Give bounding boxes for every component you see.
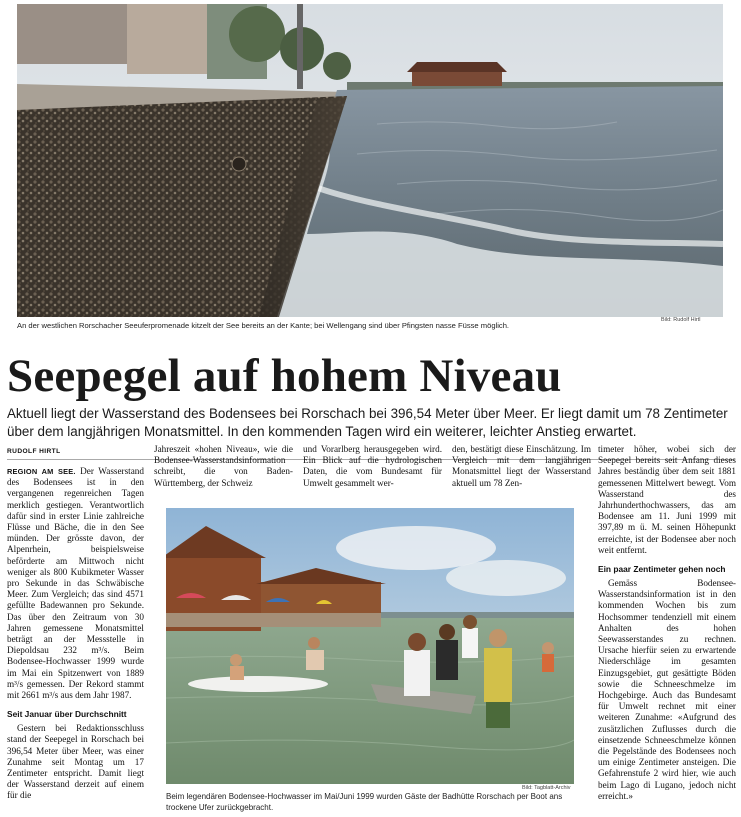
body-paragraph [7,466,144,701]
body-paragraph: Gemäss Bodensee-Wasserstandsinformation ist in den kommenden Wochen bis zum Hochsommer tendenziell mit einem Anhalten des hohen Seewasserstandes zu rechnen. Ursache hierfür seien zu erwartende Niederschläge im gesamten Einzugsgebiet, gut gesättigte Böden sowie die Schneeschmelze im Hochgebirge. Auch das Bundesamt für Umwelt rechnet mit einer weiteren Zunahme: «Aufgrund des zusätzlichen Zuflusses durch die einsetzende Schneeschmelze können die Pegelstände des Bodensees noch um einige Zentimeter ansteigen. Die Gefahrenstufe 2 wird hier, wie auch beim Lago di Lugano, jedoch nicht erreicht.» [598,578,736,801]
subheading: Ein paar Zentimeter gehen noch [598,564,726,575]
body-paragraph: Jahreszeit «hohen Niveau», wie die Bodensee-Wasserstandsinformation schreibt, die von Baden-Württemberg, der Schweiz [154,444,293,488]
author-byline: RUDOLF HIRTL [7,448,61,455]
lead-paragraph: Aktuell liegt der Wasserstand des Bodensees bei Rorschach bei 396,54 Meter über Meer. Er liegt damit um 78 Zentimeter über dem langjährigen Monatsmittel. In den kommenden Tagen wird ein weiterer, leichter Anstieg erwartet. [7,406,728,439]
headline: Seepegel auf hohem Niveau [7,350,562,402]
photo-caption: Beim legendären Bodensee-Hochwasser im Mai/Juni 1999 wurden Gäste der Badhütte Rorschach per Boot ans trockene Ufer zurückgebracht. [166,792,563,812]
lake-promenade-photo [17,4,723,317]
article-column-4 [452,444,591,489]
body-paragraph: den, bestätigt diese Einschätzung. Im Vergleich mit dem langjährigen Monatsmittel liegt der Wasserstand aktuell um 78 Zen- [452,444,591,488]
article-column-5 [598,444,736,802]
body-paragraph: und Vorarlberg herausgegeben wird. Ein Blick auf die hydrologischen Daten, die vom Bundesamt für Umwelt gesammelt wer- [303,444,442,488]
body-paragraph: timeter höher, wobei sich der Seepegel bereits seit Anfang dieses Jahres beständig über dem seit 1881 gemessenen Mittelwert bewegt. Vom Wasserstand des Jahrhunderthochwassers, das am Bodensee am 11. Juni 1999 mit 397,89 m ü. M. seinen Höhepunkt erreichte, ist der Bodensee aber noch weit entfernt. [598,444,736,555]
photo-caption: An der westlichen Rorschacher Seeuferpromenade kitzelt der See bereits an der Kante; bei Wellengang sind über Pfingsten nasse Füsse möglich. [17,321,510,330]
photo-credit: Bild: Tagblatt-Archiv [522,785,571,791]
article-column-2 [154,444,293,489]
dateline: REGION AM SEE. [7,467,76,476]
subheading: Seit Januar über Durchschnitt [7,709,127,720]
body-text: Der Wasserstand des Bodensees ist in den vergangenen regenreichen Tagen merklich gestiegen. Verantwortlich dafür sind in erster Linie zahlreiche Flüsse und Bäche, die in den See münden. Der grösste davon, der Alpenrhein, beispielsweise beförderte am Mittwoch nicht weniger als 800 Kubikmeter Wasser pro Sekunde in das Schwäbische Meer. Zum Vergleich; das sind 4571 gefüllte Badewannen pro Sekunde. Das über den Zeitraum von 30 Jahren gemessene Monatsmittel beträgt an der Messstelle in Diepoldsau 232 m³/s. Beim Bodensee-Hochwasser 1999 wurde im Mai ein Spitzenwert von 1889 m³/s gemessen. Der Rekord stammt mit 2661 m³/s aus dem Jahr 1987. [7,466,144,701]
body-paragraph: Gestern bei Redaktionsschluss stand der Seepegel in Rorschach bei 396,54 Meter über Meer, was einer Zunahme seit Montag um 17 Zentimeter entspricht. Damit liegt der Wasserstand derzeit auf einem für die [7,723,144,801]
article-column-1 [7,466,144,802]
article-column-3 [303,444,442,489]
photo-credit: Bild: Rudolf Hirtl [661,317,701,323]
flood-boat-photo [166,508,574,784]
